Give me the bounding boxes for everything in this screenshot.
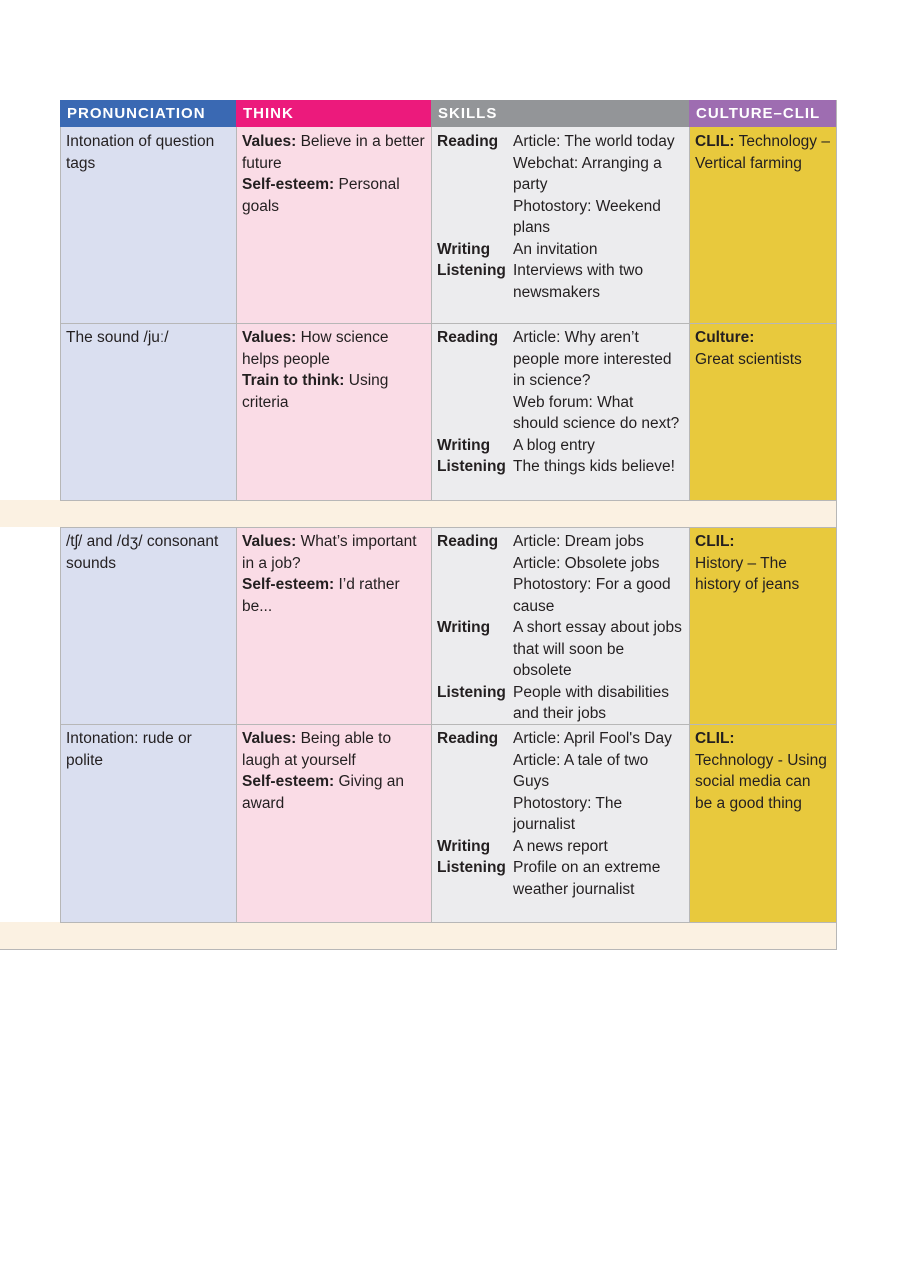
row-2-think [236, 323, 431, 500]
skill-writing [437, 239, 683, 261]
skill-item: A blog entry [513, 436, 595, 454]
row-divider [60, 323, 837, 324]
think-item [242, 728, 425, 771]
skill-listening [437, 857, 683, 900]
skill-item: An invitation [513, 240, 598, 258]
col-divider [236, 527, 237, 922]
culture-text: History – The history of jeans [695, 554, 800, 593]
skill-label: Reading [437, 730, 499, 747]
row-divider [60, 724, 837, 725]
row-4-pronunciation [60, 724, 236, 922]
row-divider [60, 527, 837, 528]
header-think: THINK [236, 100, 431, 127]
skill-label: Listening [437, 683, 506, 701]
row-divider [60, 500, 837, 501]
skill-item: Article: A tale of two Guys [513, 751, 649, 790]
culture-label: Culture: [695, 329, 755, 346]
skill-label: Writing [437, 837, 491, 855]
section-band [0, 500, 837, 527]
skill-writing [437, 617, 683, 682]
row-3-think [236, 527, 431, 724]
skill-item: Photostory: The journalist [513, 794, 623, 833]
think-text: Personal goals [242, 176, 400, 215]
skill-reading [437, 327, 683, 435]
think-label: Values: [242, 730, 297, 747]
pronunciation-text: Intonation: rude or polite [66, 730, 192, 769]
skill-label: Writing [437, 240, 491, 258]
row-2-pronunciation [60, 323, 236, 500]
row-3-culture [689, 527, 837, 724]
think-item [242, 131, 425, 174]
skill-item: A news report [513, 837, 608, 855]
think-item [242, 531, 425, 574]
think-label: Values: [242, 133, 297, 150]
pronunciation-text: Intonation of question tags [66, 133, 215, 172]
row-divider [60, 922, 837, 923]
think-item [242, 327, 425, 370]
skill-item: The things kids believe! [513, 458, 675, 475]
section-band [0, 922, 837, 949]
skill-item: Article: April Fool's Day [513, 730, 672, 747]
think-item [242, 574, 425, 617]
skill-item: Photostory: Weekend plans [513, 197, 661, 236]
skill-item: Article: Dream jobs [513, 533, 644, 550]
skill-label: Reading [437, 133, 499, 150]
skill-listening [437, 456, 683, 478]
header-pronunciation: PRONUNCIATION [60, 100, 236, 127]
skill-listening [437, 682, 683, 725]
skill-item: Profile on an extreme weather journalist [513, 859, 661, 898]
skill-item: Webchat: Arranging a party [513, 154, 662, 193]
think-text: What’s important in a job? [242, 533, 417, 572]
skill-item: People with disabilities and their jobs [513, 683, 669, 722]
row-4-skills [431, 724, 689, 922]
skill-listening [437, 260, 683, 303]
pronunciation-text: /tʃ/ and /dʒ/ consonant sounds [66, 533, 219, 572]
think-text: Using criteria [242, 372, 389, 411]
think-label: Values: [242, 329, 297, 346]
row-4-culture [689, 724, 837, 922]
culture-label: CLIL: [695, 533, 735, 550]
col-divider [60, 527, 61, 922]
think-item [242, 174, 425, 217]
think-item [242, 370, 425, 413]
row-1-think [236, 127, 431, 323]
skill-item: Photostory: For a good cause [513, 576, 671, 615]
row-1-pronunciation [60, 127, 236, 323]
col-divider [689, 527, 690, 922]
think-label: Train to think: [242, 372, 345, 389]
think-label: Self-esteem: [242, 176, 335, 193]
skill-label: Listening [437, 458, 506, 475]
pronunciation-text: The sound /juː/ [66, 329, 169, 346]
skill-item: Article: Why aren’t people more interested in science? [513, 329, 672, 389]
skill-label: Reading [437, 533, 499, 550]
skill-label: Listening [437, 859, 506, 876]
think-item [242, 771, 425, 814]
skill-reading [437, 131, 683, 239]
skill-item: Article: The world today [513, 133, 675, 150]
col-divider [236, 127, 237, 500]
culture-label: CLIL: [695, 133, 735, 150]
row-divider [0, 949, 837, 950]
row-2-culture [689, 323, 837, 500]
col-divider [60, 127, 61, 500]
skill-reading [437, 531, 683, 617]
row-4-think [236, 724, 431, 922]
skill-label: Writing [437, 619, 491, 636]
culture-text: Great scientists [695, 350, 802, 368]
think-text: How science helps people [242, 329, 389, 368]
skill-reading [437, 728, 683, 836]
think-text: Believe in a better future [242, 133, 425, 172]
culture-label: CLIL: [695, 730, 735, 747]
think-label: Self-esteem: [242, 576, 335, 593]
col-divider [431, 127, 432, 500]
think-text: Being able to laugh at yourself [242, 730, 392, 769]
row-3-pronunciation [60, 527, 236, 724]
think-text: I’d rather be... [242, 576, 400, 615]
think-text: Giving an award [242, 773, 404, 812]
row-1-skills [431, 127, 689, 323]
culture-text: Technology – Vertical farming [695, 133, 830, 172]
col-divider [689, 127, 690, 500]
skill-item: Interviews with two newsmakers [513, 262, 644, 301]
skill-writing [437, 435, 683, 457]
skill-label: Writing [437, 436, 491, 454]
skill-label: Listening [437, 262, 506, 279]
think-label: Self-esteem: [242, 773, 335, 790]
skill-label: Reading [437, 329, 499, 346]
row-3-skills [431, 527, 689, 724]
header-culture: CULTURE–CLIL [689, 100, 837, 127]
col-divider [431, 527, 432, 922]
col-divider [836, 100, 837, 950]
skill-item: A short essay about jobs that will soon be obsolete [513, 619, 682, 679]
skill-item: Web forum: What should science do next? [513, 393, 680, 432]
row-1-culture [689, 127, 837, 323]
think-label: Values: [242, 533, 297, 550]
skill-writing [437, 836, 683, 858]
header-skills: SKILLS [431, 100, 689, 127]
skill-item: Article: Obsolete jobs [513, 554, 660, 572]
row-2-skills [431, 323, 689, 500]
culture-text: Technology - Using social media can be a good thing [695, 751, 827, 812]
